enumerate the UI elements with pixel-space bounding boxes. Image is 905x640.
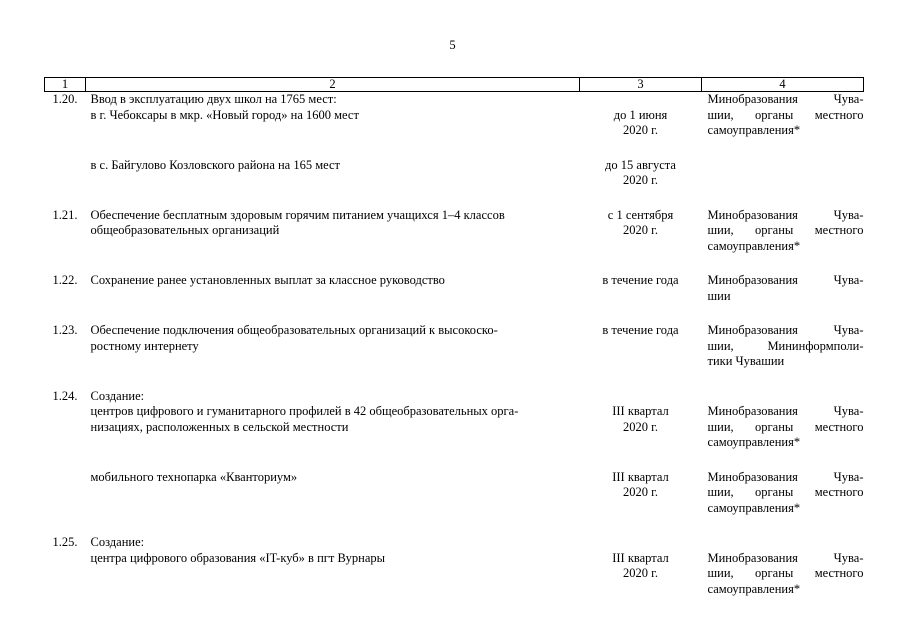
responsible-line: Минобразования Чува- (707, 550, 864, 565)
description-line: Обеспечение бесплатным здоровым горячим питанием учащихся 1–4 классов (90, 207, 505, 222)
responsible-line (708, 389, 864, 405)
description-line: Создание: (90, 388, 145, 403)
item-number: 1.21. (52, 207, 78, 222)
responsible-line: самоуправления* (707, 238, 801, 253)
deadline-line: 2020 г. (623, 419, 658, 434)
responsible-line: Минобразования Чува- (707, 273, 864, 287)
table-row (45, 208, 864, 274)
item-number: 1.23. (52, 323, 78, 337)
responsible-line: шии, органы местного (707, 223, 864, 237)
responsible-line: самоуправления* (707, 435, 801, 449)
table-row (45, 389, 864, 470)
responsible-line: шии, органы местного (707, 107, 864, 122)
deadline (580, 323, 702, 389)
responsible-party (702, 92, 864, 158)
responsible-line: Минобразования Чува- (707, 207, 864, 222)
column-header-1: 1 (45, 78, 86, 92)
measure-description (86, 92, 580, 158)
measure-description (86, 535, 580, 616)
deadline (580, 273, 702, 323)
table-row (45, 273, 864, 323)
description-line: ростному интернету (90, 338, 199, 353)
deadline-line: 2020 г. (623, 223, 658, 237)
table-body (45, 92, 864, 617)
deadline-line: III квартал (612, 550, 669, 565)
deadline-line: III квартал (612, 404, 669, 418)
description-line: общеобразовательных организаций (90, 223, 280, 237)
table-row (45, 535, 864, 616)
table-row (45, 470, 864, 536)
deadline-line (580, 535, 702, 551)
responsible-line: самоуправления* (707, 123, 801, 137)
measure-description (86, 273, 580, 323)
table-header-row (45, 78, 864, 92)
measures-table (44, 77, 864, 616)
deadline (580, 158, 702, 208)
table-row (45, 92, 864, 158)
table-row (45, 323, 864, 389)
description-line: центра цифрового образования «IT-куб» в пгт Вурнары (90, 550, 386, 565)
responsible-line: самоуправления* (707, 581, 801, 596)
description-line: в г. Чебоксары в мкр. «Новый город» на 1600 мест (90, 107, 359, 122)
measure-description (86, 470, 580, 536)
deadline-line: 2020 г. (623, 485, 658, 499)
responsible-line: шии, органы местного (707, 566, 864, 580)
deadline-line: в течение года (602, 273, 679, 287)
page-number: 5 (449, 38, 456, 52)
deadline-line: III квартал (612, 469, 669, 484)
responsible-party (702, 470, 864, 536)
description-line: в с. Байгулово Козловского района на 165 мест (90, 157, 341, 172)
description-line: Ввод в эксплуатацию двух школ на 1765 мест: (90, 92, 337, 106)
responsible-party (702, 323, 864, 389)
description-line: центров цифрового и гуманитарного профилей в 42 общеобразовательных орга- (90, 404, 519, 418)
deadline-line (580, 92, 702, 108)
responsible-party (702, 273, 864, 323)
deadline (580, 470, 702, 536)
responsible-line (708, 535, 864, 551)
responsible-line: шии (707, 288, 731, 303)
deadline-line (580, 389, 702, 405)
measure-description (86, 323, 580, 389)
measure-description (86, 158, 580, 208)
responsible-line: самоуправления* (707, 500, 801, 515)
responsible-line: тики Чувашии (707, 354, 785, 368)
deadline-line: в течение года (602, 323, 679, 337)
deadline-line: 2020 г. (623, 566, 658, 580)
item-number: 1.25. (52, 535, 78, 549)
responsible-line: Минобразования Чува- (707, 469, 864, 484)
item-number: 1.22. (52, 273, 78, 287)
description-line: Обеспечение подключения общеобразовательных организаций к высокоско- (90, 323, 498, 337)
column-header-3: 3 (580, 78, 702, 92)
deadline (580, 389, 702, 470)
description-line: мобильного технопарка «Кванториум» (90, 469, 298, 484)
column-header-4: 4 (702, 78, 864, 92)
responsible-line: Минобразования Чува- (707, 323, 864, 337)
responsible-party (702, 208, 864, 274)
deadline-line: 2020 г. (623, 123, 658, 137)
item-number: 1.20. (52, 92, 78, 106)
responsible-party (702, 389, 864, 470)
deadline-line: до 1 июня (613, 107, 668, 122)
table-row (45, 158, 864, 208)
deadline (580, 92, 702, 158)
description-line: Создание: (90, 535, 145, 549)
responsible-line: шии, органы местного (707, 419, 864, 434)
deadline (580, 535, 702, 616)
item-number (45, 470, 86, 536)
measure-description (86, 208, 580, 274)
item-number (45, 158, 86, 208)
deadline-line: до 15 августа (605, 157, 676, 172)
deadline (580, 208, 702, 274)
column-header-2: 2 (86, 78, 580, 92)
description-line: низациях, расположенных в сельской местности (90, 419, 349, 434)
item-number: 1.24. (52, 388, 78, 403)
measure-description (86, 389, 580, 470)
responsible-line: Минобразования Чува- (707, 404, 864, 418)
responsible-line: шии, органы местного (707, 485, 864, 499)
responsible-line: шии, Мининформполи- (707, 338, 864, 353)
responsible-line: Минобразования Чува- (707, 92, 864, 106)
description-line: Сохранение ранее установленных выплат за классное руководство (90, 273, 445, 287)
deadline-line: с 1 сентября (607, 207, 674, 222)
responsible-party (702, 158, 864, 208)
deadline-line: 2020 г. (623, 173, 658, 187)
responsible-party (702, 535, 864, 616)
